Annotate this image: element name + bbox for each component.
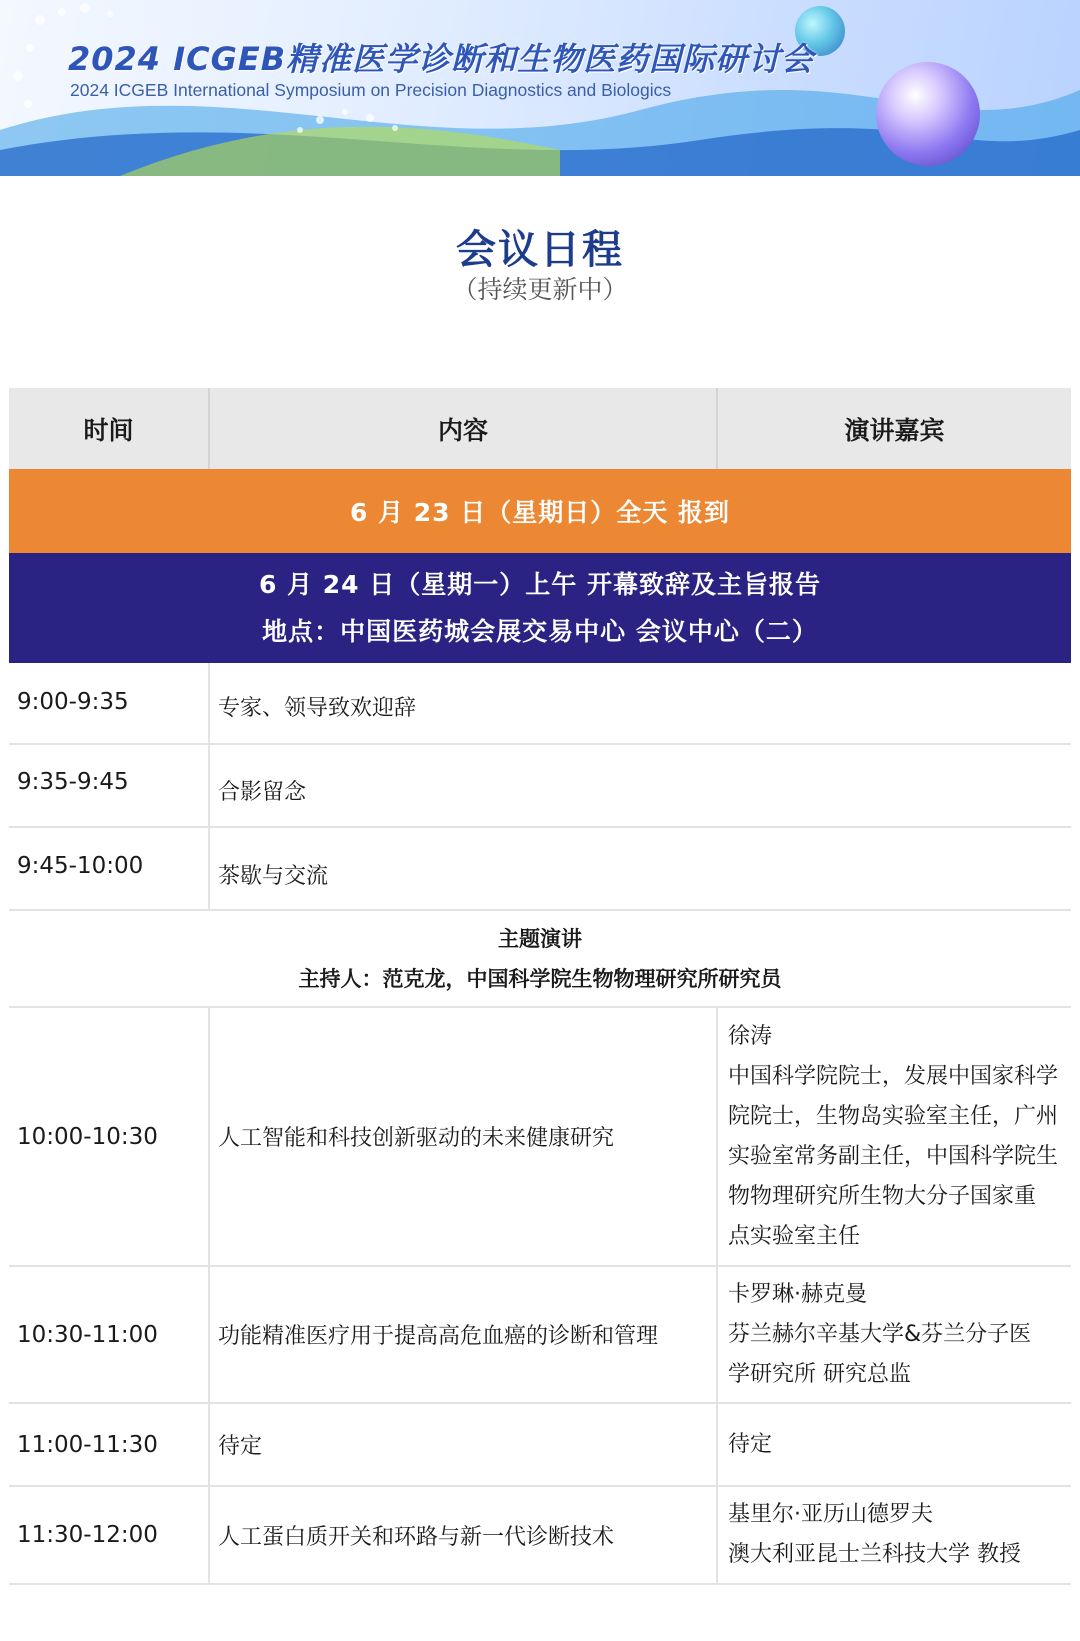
speaker-affiliation-line: 物物理研究所生物大分子国家重 <box>728 1183 1037 1209</box>
row-content: 茶歇与交流 <box>208 828 716 909</box>
row-content: 合影留念 <box>208 745 716 826</box>
speaker-affiliation-line: 芬兰赫尔辛基大学&芬兰分子医 <box>728 1321 1032 1347</box>
row-content: 待定 <box>208 1404 716 1485</box>
keynote-host: 主持人：范克龙，中国科学院生物物理研究所研究员 <box>298 966 782 991</box>
speaker-name: 徐涛 <box>728 1023 773 1049</box>
table-row <box>9 1267 1071 1404</box>
day2-band-line2: 地点：中国医药城会展交易中心 会议中心（二） <box>262 617 818 646</box>
table-row <box>9 1404 1071 1487</box>
row-time: 11:00-11:30 <box>17 1431 158 1458</box>
speaker-name: 基里尔·亚历山德罗夫 <box>728 1502 933 1527</box>
table-row <box>9 828 1071 911</box>
speaker-affiliation-line: 院院士，生物岛实验室主任，广州 <box>728 1103 1059 1129</box>
speaker-affiliation-line: 实验室常务副主任，中国科学院生 <box>728 1143 1059 1169</box>
speaker-name: 卡罗琳·赫克曼 <box>728 1281 867 1307</box>
table-row <box>9 1008 1071 1267</box>
decorative-sphere-large <box>876 62 980 166</box>
banner-subtitle: 2024 ICGEB International Symposium on Precision Diagnostics and Biologics <box>70 80 672 100</box>
table-row <box>9 663 1071 745</box>
speaker-affiliation-line: 学研究所 研究总监 <box>728 1361 911 1387</box>
header-time: 时间 <box>83 415 134 445</box>
banner-title: 2024 ICGEB精准医学诊断和生物医药国际研讨会 <box>68 40 815 78</box>
row-speaker <box>716 1487 1071 1583</box>
table-row <box>9 745 1071 828</box>
speaker-affiliation-line: 点实验室主任 <box>728 1223 861 1249</box>
row-speaker <box>716 1008 1071 1265</box>
page-subtitle: （持续更新中） <box>452 275 628 304</box>
header-speaker: 演讲嘉宾 <box>716 388 1071 469</box>
page-title: 会议日程 <box>456 227 624 273</box>
table-header-row <box>9 388 1071 469</box>
row-time: 9:35-9:45 <box>17 769 129 795</box>
day1-band-label: 6 月 23 日（星期日）全天 报到 <box>349 498 730 527</box>
row-time: 9:00-9:35 <box>17 689 129 715</box>
row-speaker <box>716 1404 1071 1485</box>
speaker-affiliation-line: 中国科学院院士，发展中国家科学 <box>728 1063 1059 1089</box>
speaker-affiliation-line: 澳大利亚昆士兰科技大学 教授 <box>728 1542 1021 1567</box>
row-content: 专家、领导致欢迎辞 <box>208 663 716 743</box>
row-time: 10:30-11:00 <box>17 1321 158 1348</box>
keynote-band <box>9 911 1071 1008</box>
day2-band <box>9 553 1071 663</box>
row-content: 人工蛋白质开关和环路与新一代诊断技术 <box>208 1487 716 1583</box>
speaker-name: 待定 <box>728 1431 773 1457</box>
row-time: 11:30-12:00 <box>17 1522 158 1548</box>
row-speaker <box>716 1267 1071 1402</box>
day2-band-line1: 6 月 24 日（星期一）上午 开幕致辞及主旨报告 <box>258 570 821 599</box>
row-content: 人工智能和科技创新驱动的未来健康研究 <box>208 1008 716 1265</box>
keynote-title: 主题演讲 <box>498 926 582 951</box>
header-content: 内容 <box>208 388 716 469</box>
day1-band <box>9 469 1071 553</box>
row-time: 9:45-10:00 <box>17 853 144 879</box>
event-banner <box>0 0 1080 176</box>
row-content: 功能精准医疗用于提高高危血癌的诊断和管理 <box>208 1267 716 1402</box>
table-row <box>9 1487 1071 1585</box>
schedule-table <box>9 388 1071 1585</box>
row-time: 10:00-10:30 <box>17 1123 158 1150</box>
